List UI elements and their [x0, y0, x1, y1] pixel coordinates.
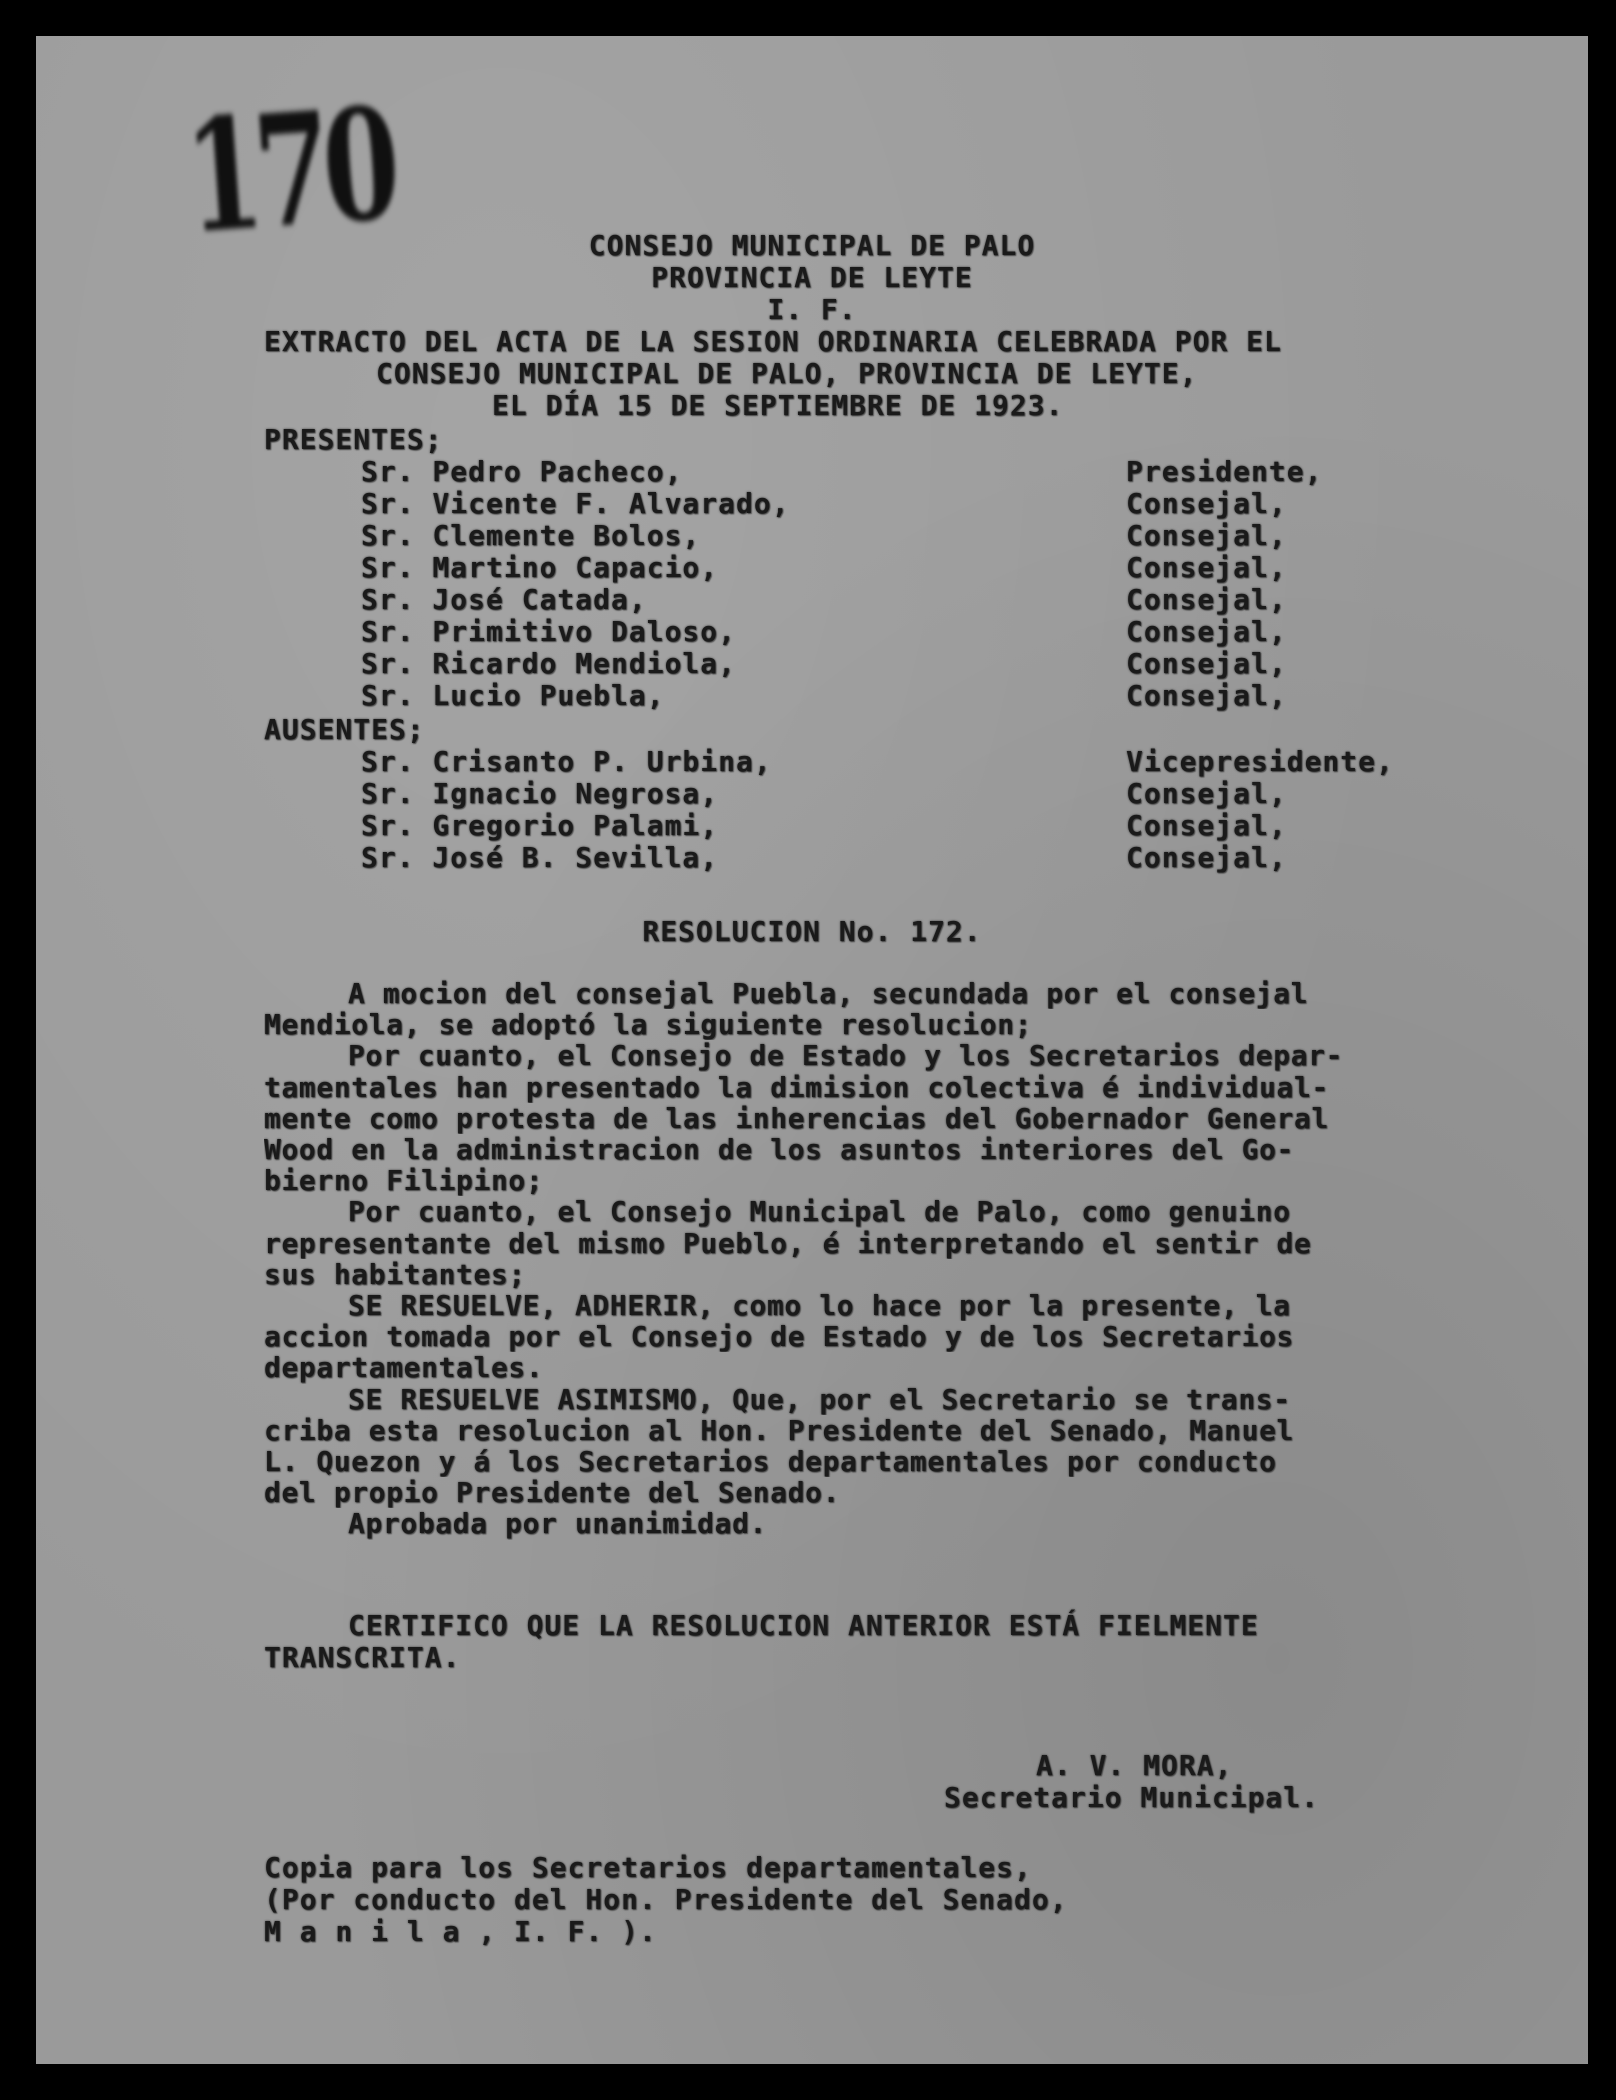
member-name: Sr. Martino Capacio, — [361, 551, 719, 584]
handwritten-number-stamp: 170 — [179, 73, 398, 268]
roll-row — [36, 680, 1588, 712]
roll-row — [36, 488, 1588, 520]
member-role: Consejal, — [1126, 647, 1287, 680]
body-line: criba esta resolucion al Hon. Presidente del Senado, Manuel — [264, 1414, 1294, 1447]
roll-row — [36, 520, 1588, 552]
member-name: Sr. Crisanto P. Urbina, — [361, 745, 772, 778]
member-name: Sr. José Catada, — [361, 583, 647, 616]
roll-row — [36, 616, 1588, 648]
header-extract-line1: EXTRACTO DEL ACTA DE LA SESION ORDINARIA CELEBRADA POR EL — [264, 325, 1282, 358]
member-role: Consejal, — [1126, 487, 1287, 520]
presentes-label: PRESENTES; — [264, 423, 443, 456]
body-line: sus habitantes; — [264, 1258, 526, 1291]
document-page — [36, 36, 1588, 2064]
copy-line2: (Por conducto del Hon. Presidente del Senado, — [264, 1883, 1068, 1916]
member-role: Consejal, — [1126, 519, 1287, 552]
roll-row — [36, 778, 1588, 810]
roll-row — [36, 746, 1588, 778]
roll-row — [36, 842, 1588, 874]
body-line: mente como protesta de las inherencias del Gobernador General — [264, 1102, 1329, 1135]
member-name: Sr. José B. Sevilla, — [361, 841, 719, 874]
signatory-name: A. V. MORA, — [1036, 1749, 1233, 1782]
member-name: Sr. Primitivo Daloso, — [361, 615, 737, 648]
body-line: SE RESUELVE ASIMISMO, Que, por el Secretario se trans- — [348, 1383, 1291, 1415]
copy-line1: Copia para los Secretarios departamentales, — [264, 1851, 1032, 1884]
roll-row — [36, 552, 1588, 584]
body-line: SE RESUELVE, ADHERIR, como lo hace por la presente, la — [348, 1290, 1291, 1322]
body-line: representante del mismo Pueblo, é interpretando el sentir de — [264, 1227, 1312, 1259]
member-role: Consejal, — [1126, 615, 1287, 648]
member-name: Sr. Gregorio Palami, — [361, 809, 719, 842]
body-line: departamentales. — [264, 1352, 544, 1384]
header-islands: I. F. — [767, 293, 857, 326]
member-name: Sr. Vicente F. Alvarado, — [361, 487, 790, 520]
resolution-body — [264, 978, 1484, 1540]
roll-row — [36, 584, 1588, 616]
ausentes-label: AUSENTES; — [264, 713, 425, 746]
member-role: Vicepresidente, — [1126, 745, 1394, 778]
member-role: Consejal, — [1126, 777, 1287, 810]
body-line: Por cuanto, el Consejo Municipal de Palo, como genuino — [348, 1196, 1291, 1228]
signatory-title: Secretario Municipal. — [944, 1781, 1320, 1814]
member-role: Consejal, — [1126, 551, 1287, 584]
body-line: accion tomada por el Consejo de Estado y de los Secretarios — [264, 1321, 1294, 1353]
member-name: Sr. Pedro Pacheco, — [361, 455, 683, 488]
member-name: Sr. Ignacio Negrosa, — [361, 777, 719, 810]
header-extract-line2: CONSEJO MUNICIPAL DE PALO, PROVINCIA DE LEYTE, — [376, 357, 1198, 390]
roll-row — [36, 810, 1588, 842]
body-line: Mendiola, se adoptó la siguiente resolucion; — [264, 1009, 1033, 1041]
body-line: bierno Filipino; — [264, 1165, 544, 1197]
member-role: Consejal, — [1126, 679, 1287, 712]
body-line: Por cuanto, el Consejo de Estado y los Secretarios depar- — [348, 1040, 1344, 1072]
body-line: Aprobada por unanimidad. — [348, 1508, 767, 1540]
member-name: Sr. Ricardo Mendiola, — [361, 647, 737, 680]
body-line: Wood en la administracion de los asuntos interiores del Go- — [264, 1134, 1294, 1166]
certification-line2: TRANSCRITA. — [264, 1641, 461, 1674]
copy-line3: M a n i l a , I. F. ). — [264, 1915, 657, 1948]
body-line: del propio Presidente del Senado. — [264, 1477, 841, 1509]
member-name: Sr. Lucio Puebla, — [361, 679, 665, 712]
resolution-title: RESOLUCION No. 172. — [642, 915, 982, 948]
roll-row — [36, 456, 1588, 488]
body-line: L. Quezon y á los Secretarios departamentales por conducto — [264, 1446, 1277, 1478]
member-role: Consejal, — [1126, 809, 1287, 842]
header-council: CONSEJO MUNICIPAL DE PALO — [588, 229, 1036, 262]
body-line: tamentales han presentado la dimision colectiva é individual- — [264, 1071, 1329, 1103]
body-line: A mocion del consejal Puebla, secundada por el consejal — [348, 978, 1309, 1010]
certification-line1: CERTIFICO QUE LA RESOLUCION ANTERIOR ESTÁ FIELMENTE — [348, 1609, 1259, 1642]
member-role: Presidente, — [1126, 455, 1323, 488]
roll-row — [36, 648, 1588, 680]
member-role: Consejal, — [1126, 841, 1287, 874]
member-role: Consejal, — [1126, 583, 1287, 616]
header-province: PROVINCIA DE LEYTE — [651, 261, 973, 294]
member-name: Sr. Clemente Bolos, — [361, 519, 701, 552]
header-date: EL DÍA 15 DE SEPTIEMBRE DE 1923. — [492, 389, 1064, 422]
